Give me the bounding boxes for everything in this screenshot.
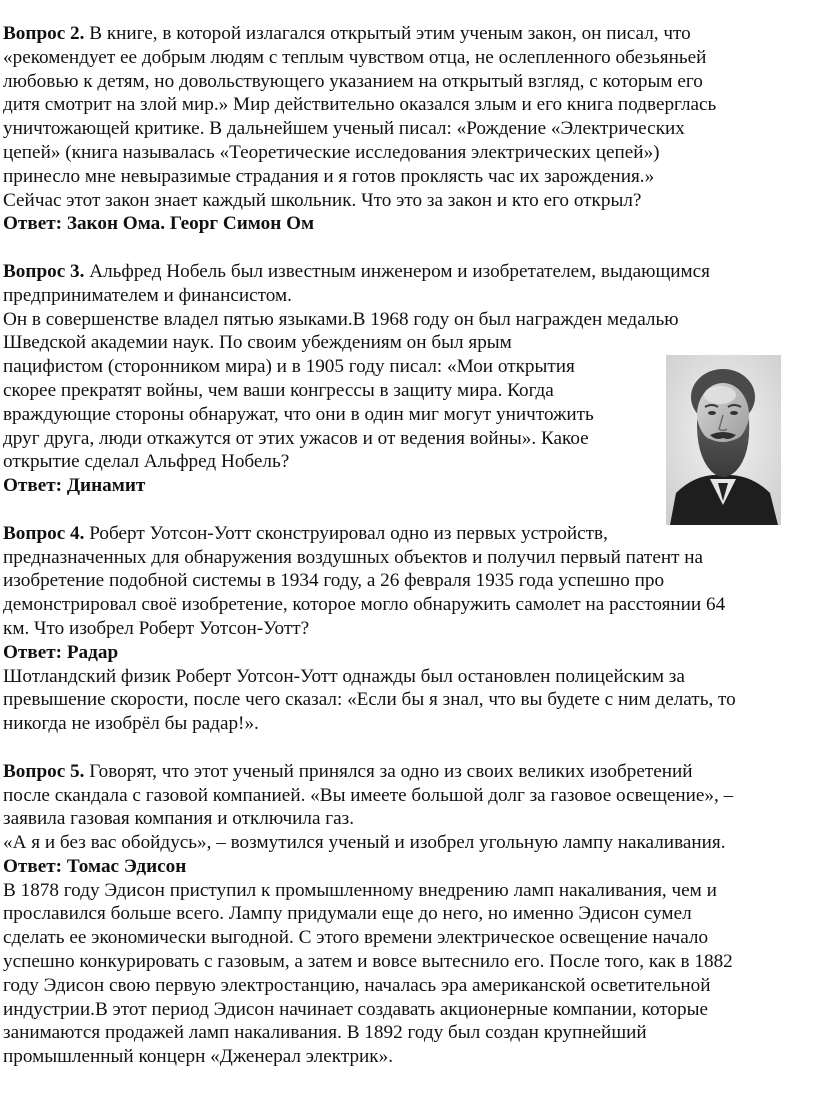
question-label: Вопрос 5. [3,760,85,782]
answer-line: Ответ: Радар [3,641,119,663]
question-label: Вопрос 4. [3,522,85,544]
question-line: Сейчас этот закон знает каждый школьник. Что это за закон и кто его открыл? [3,189,642,211]
extra-line: Шотландский физик Роберт Уотсон-Уотт однажды был остановлен полицейским за [3,665,685,687]
question-line: Вопрос 3. Альфред Нобель был известным инженером и изобретателем, выдающимся [3,260,710,282]
answer-line: Ответ: Закон Ома. Георг Симон Ом [3,213,315,235]
question-block-2 [0,22,816,236]
question-line: демонстрировал своё изобретение, которое могло обнаружить самолет на расстоянии 64 [3,594,726,616]
question-block-4 [0,522,816,736]
extra-line: году Эдисон свою первую электростанцию, началась эра американской осветительной [3,974,711,996]
extra-line: сделать ее экономически выгодной. С этого времени электрическое освещение начало [3,927,709,949]
spacer [0,236,816,260]
question-line: Он в совершенстве владел пятью языками.В 1968 году он был награжден медалью [3,308,679,330]
question-line: изобретение подобной системы в 1934 году, а 26 февраля 1935 года успешно про [3,570,665,592]
question-line: скорее прекратят войны, чем ваши конгрессы в защиту мира. Когда [3,379,554,401]
question-line: предпринимателем и финансистом. [3,284,292,306]
extra-line: промышленный концерн «Дженерал электрик». [3,1046,394,1068]
portrait-nobel-icon [666,355,781,525]
question-line: любовью к детям, но довольствующего указанием на открытый взгляд, с которым его [3,70,703,92]
question-line: после скандала с газовой компанией. «Вы имеете большой долг за газовое освещение», – [3,784,734,806]
question-line: Вопрос 2. В книге, в которой излагался открытый этим ученым закон, он писал, что [3,23,691,44]
extra-line: никогда не изобрёл бы радар!». [3,713,259,735]
extra-line: В 1878 году Эдисон приступил к промышленному внедрению ламп накаливания, чем и [3,879,717,901]
extra-line: прославился больше всего. Лампу придумали еще до него, но именно Эдисон сумел [3,903,692,925]
question-line: предназначенных для обнаружения воздушных объектов и получил первый патент на [3,546,704,568]
question-block-5 [0,760,816,1069]
answer-line: Ответ: Динамит [3,475,146,497]
question-line: Вопрос 4. Роберт Уотсон-Уотт сконструировал одно из первых устройств, [3,522,608,544]
answer-line: Ответ: Томас Эдисон [3,855,187,877]
spacer [0,736,816,760]
question-line: пацифистом (сторонником мира) и в 1905 году писал: «Мои открытия [3,356,575,378]
question-line: открытие сделал Альфред Нобель? [3,451,290,473]
question-line: цепей» (книга называлась «Теоретические исследования электрических цепей») [3,141,660,163]
question-label: Вопрос 2. [3,23,85,44]
extra-line: индустрии.В этот период Эдисон начинает создавать акционерные компании, которые [3,998,709,1020]
question-line: Вопрос 5. Говорят, что этот ученый принялся за одно из своих великих изобретений [3,760,693,782]
question-line: «рекомендует ее добрым людям с теплым чувством отца, не ослепленного обезьяньей [3,46,707,68]
question-line: принесло мне невыразимые страдания и я готов проклясть час их зарождения.» [3,165,655,187]
extra-line: превышение скорости, после чего сказал: «Если бы я знал, что вы будете с ним делать, то [3,689,736,711]
document-page [0,22,816,1069]
question-line: уничтожающей критике. В дальнейшем ученый писал: «Рождение «Электрических [3,118,685,140]
question-label: Вопрос 3. [3,260,85,282]
question-line: дитя смотрит на злой мир.» Мир действительно оказался злым и его книга подверглась [3,94,717,116]
question-line: км. Что изобрел Роберт Уотсон-Уотт? [3,617,310,639]
question-line: враждующие стороны обнаружат, что они в один миг могут уничтожить [3,403,594,425]
question-line: Шведской академии наук. По своим убеждениям он был ярым [3,332,512,354]
question-line: «А я и без вас обойдусь», – возмутился ученый и изобрел угольную лампу накаливания. [3,832,726,854]
question-line: друг друга, люди откажутся от этих ужасов и от ведения войны». Какое [3,427,589,449]
extra-line: занимаются продажей ламп накаливания. В 1892 году был создан крупнейший [3,1022,647,1044]
question-line: заявила газовая компания и отключила газ. [3,808,355,830]
extra-line: успешно конкурировать с газовым, а затем и вовсе вытеснило его. После того, как в 1882 [3,951,733,973]
